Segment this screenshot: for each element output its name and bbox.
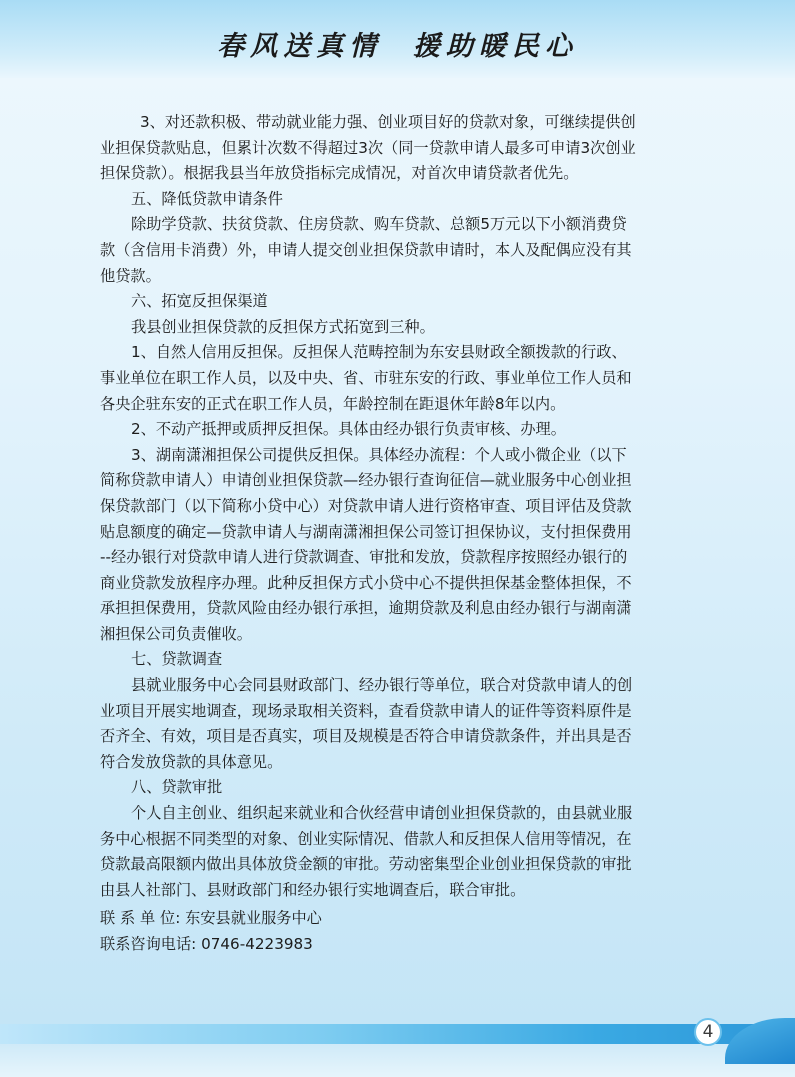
paragraph-6: 2、不动产抵押或质押反担保。具体由经办银行负责审核、办理。 xyxy=(131,420,566,439)
paragraph-5: 1、自然人信用反担保。反担保人范畴控制为东安县财政全额拨款的行政、 事业单位在职工作人员，以及中央、省、市驻东安的行政、事业单位工作人员和 各央企驻东安的正式在职工作人员，年龄控制在距退休年龄8年以内。 xyxy=(100,343,632,413)
contact-phone: 联系咨询电话: 0746-4223983 xyxy=(100,935,313,953)
contact-block xyxy=(100,905,322,957)
paragraph-2: 除助学贷款、扶贫贷款、住房贷款、购车贷款、总额5万元以下小额消费贷 款（含信用卡消费）外，申请人提交创业担保贷款申请时，本人及配偶应没有其 他贷款。 xyxy=(100,215,632,285)
paragraph-4: 我县创业担保贷款的反担保方式拓宽到三种。 xyxy=(131,317,435,336)
document-body xyxy=(100,110,700,903)
paragraph-7: 3、湖南潇湘担保公司提供反担保。具体经办流程：个人或小微企业（以下 简称贷款申请人）申请创业担保贷款—经办银行查询征信—就业服务中心创业担 保贷款部门（以下简称小贷中心）对贷款申请人进行资格审查、项目评估及贷款 贴息额度的确定—贷款申请人与湖南潇湘担保公司签订担保协议，支付担保费用 --经办银行对贷款申请人进行贷款调查、审批和发放，贷款程序按照经办银行的 商业贷款发放程序办理。此种反担保方式小贷中心不提供担保基金整体担保，不 承担担保费用，贷款风险由经办银行承担，逾期贷款及利息由经办银行与湖南潇 湘担保公司负责催收。 xyxy=(100,445,632,643)
section-heading-7: 七、贷款调查 xyxy=(131,650,223,669)
section-heading-5: 五、降低贷款申请条件 xyxy=(131,189,283,208)
section-heading-8: 八、贷款审批 xyxy=(131,778,223,797)
page-number: 4 xyxy=(694,1018,722,1046)
footer-band xyxy=(0,1024,795,1044)
footer-background xyxy=(0,1044,795,1077)
section-heading-6: 六、拓宽反担保渠道 xyxy=(131,292,268,311)
paragraph-11: 个人自主创业、组织起来就业和合伙经营申请创业担保贷款的，由县就业服 务中心根据不同类型的对象、创业实际情况、借款人和反担保人信用等情况，在 贷款最高限额内做出具体放贷金额的审批。劳动密集型企业创业担保贷款的审批 由县人社部门、县财政部门和经办银行实地调查后，联合审批。 xyxy=(100,804,633,899)
page-header-title: 春风送真情 援助暖民心 xyxy=(217,31,578,62)
contact-unit: 联 系 单 位: 东安县就业服务中心 xyxy=(100,909,322,927)
paragraph-0: 3、对还款积极、带动就业能力强、创业项目好的贷款对象，可继续提供创 业担保贷款贴息，但累计次数不得超过3次（同一贷款申请人最多可申请3次创业 担保贷款）。根据我县当年放贷指标完成情况，对首次申请贷款者优先。 xyxy=(100,113,636,183)
paragraph-9: 县就业服务中心会同县财政部门、经办银行等单位，联合对贷款申请人的创 业项目开展实地调查，现场录取相关资料，查看贷款申请人的证件等资料原件是 否齐全、有效，项目是否真实，项目及规模是否符合申请贷款条件，并出具是否 符合发放贷款的具体意见。 xyxy=(100,676,633,771)
